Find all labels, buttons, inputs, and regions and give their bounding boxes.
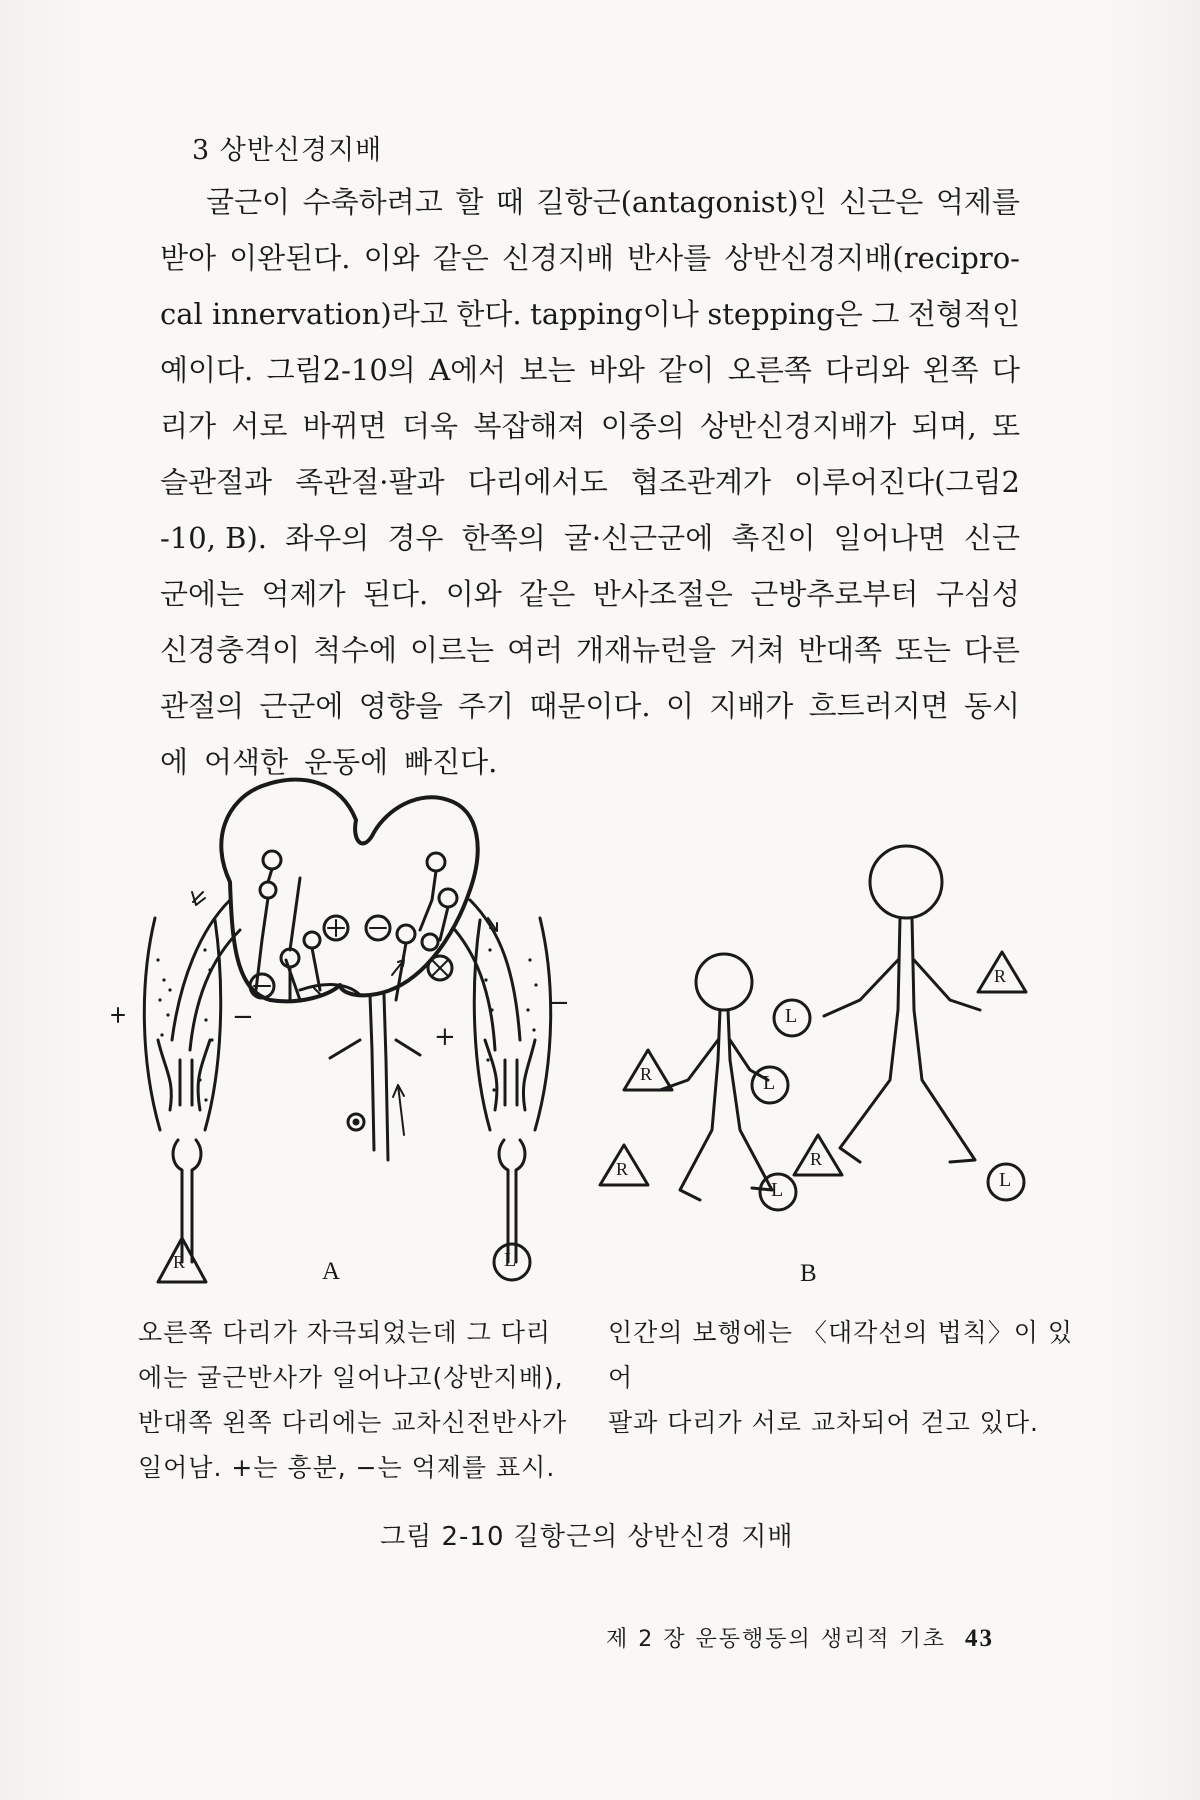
text-word: 신경지배 bbox=[501, 241, 614, 275]
text-word: A에서 bbox=[429, 353, 507, 387]
text-word: 다른 bbox=[963, 633, 1020, 667]
text-word: 때문이다. bbox=[529, 689, 651, 723]
left-label: L bbox=[771, 1179, 784, 1201]
text-word: 경우 bbox=[387, 521, 444, 555]
text-word: 구심성 bbox=[935, 577, 1020, 611]
text-word: stepping은 bbox=[707, 297, 863, 331]
text-word: 빠진다. bbox=[404, 745, 498, 779]
text-word: 주기 bbox=[458, 689, 515, 723]
text-word: 신근은 bbox=[839, 185, 924, 219]
text-word: 이루어진다(그림2 bbox=[794, 465, 1020, 499]
text-word: 복잡해져 bbox=[473, 409, 586, 443]
caption-b: 인간의 보행에는 〈대각선의 법칙〉이 있어 팔과 다리가 서로 교차되어 걷고 있다. bbox=[608, 1318, 1074, 1437]
body-paragraph bbox=[160, 174, 1020, 790]
text-word: 전형적인 bbox=[907, 297, 1020, 331]
text-word: 서로 bbox=[231, 409, 288, 443]
text-word: 반사조절은 bbox=[592, 577, 733, 611]
text-word: 흐트러지면 bbox=[808, 689, 949, 723]
text-word: 억제를 bbox=[935, 185, 1020, 219]
text-word: 되며, bbox=[911, 409, 977, 443]
text-word: 여러 bbox=[506, 633, 564, 667]
text-word: tapping이나 bbox=[530, 297, 699, 331]
page-footer bbox=[606, 1622, 994, 1653]
text-word: 리가 bbox=[160, 409, 217, 443]
right-label: R bbox=[810, 1149, 823, 1169]
text-line bbox=[160, 454, 1020, 510]
text-word: 같은 bbox=[432, 241, 489, 275]
text-line bbox=[160, 398, 1020, 454]
text-word: 척수에 bbox=[313, 633, 398, 667]
text-word: 군에는 bbox=[160, 577, 245, 611]
text-word: 굴근이 bbox=[206, 185, 291, 219]
text-line bbox=[160, 566, 1020, 622]
left-label: L bbox=[999, 1169, 1012, 1191]
right-label: R bbox=[994, 966, 1007, 986]
text-word: 거쳐 bbox=[728, 633, 785, 667]
left-label: L bbox=[763, 1072, 776, 1094]
text-word: 신근 bbox=[963, 521, 1020, 555]
spinal-cord-outline bbox=[221, 780, 477, 1002]
minus-sign: − bbox=[548, 988, 570, 1018]
section-title: 3 상반신경지배 bbox=[192, 135, 383, 166]
text-line bbox=[160, 678, 1020, 734]
text-word: 또 bbox=[991, 409, 1020, 443]
text-word: 지배가 bbox=[709, 689, 794, 723]
text-line bbox=[160, 342, 1020, 398]
text-word: 이르는 bbox=[410, 633, 495, 667]
text-word: 에 bbox=[160, 745, 189, 779]
text-word: 예이다. bbox=[160, 353, 254, 387]
chapter-title: 제 2 장 운동행동의 생리적 기초 bbox=[606, 1627, 946, 1652]
adult-head bbox=[870, 846, 942, 918]
text-word: 이완된다. bbox=[229, 241, 351, 275]
text-word: 이 bbox=[665, 689, 694, 723]
text-word: 이중의 bbox=[600, 409, 685, 443]
text-word: 그림2-10의 bbox=[266, 353, 416, 387]
text-word: 길항근(antagonist)인 bbox=[536, 185, 827, 219]
text-word: 촉진이 bbox=[731, 521, 816, 555]
spinal-cord-diagram bbox=[112, 780, 551, 1282]
text-word: 관절의 bbox=[160, 689, 245, 723]
text-word: 다리에서도 bbox=[467, 465, 608, 499]
text-word: 어색한 bbox=[204, 745, 289, 779]
text-word: 같이 bbox=[658, 353, 715, 387]
right-label: R bbox=[640, 1064, 653, 1084]
text-word: 좌우의 bbox=[285, 521, 370, 555]
text-word: 바와 bbox=[588, 353, 645, 387]
text-word: 굴·신근군에 bbox=[563, 521, 714, 555]
text-word: 할 bbox=[455, 185, 484, 219]
text-word: 또는 bbox=[894, 633, 951, 667]
text-word: 슬관절과 bbox=[160, 465, 273, 499]
text-word: 수축하려고 bbox=[302, 185, 443, 219]
text-line bbox=[160, 622, 1020, 678]
text-word: 상반신경지배가 bbox=[700, 409, 897, 443]
left-label: L bbox=[504, 1249, 517, 1271]
caption-a: 오른쪽 다리가 자극되었는데 그 다리 에는 굴근반사가 일어나고(상반지배), 반대쪽 왼쪽 다리에는 교차신전반사가 일어남. +는 흥분, −는 억제를 표시. bbox=[138, 1318, 568, 1482]
text-line bbox=[160, 174, 1020, 230]
text-word: 협조관계가 bbox=[630, 465, 771, 499]
text-word: 받아 bbox=[160, 241, 217, 275]
text-word: 보는 bbox=[519, 353, 576, 387]
child-head bbox=[696, 954, 752, 1010]
panel-a-label: A bbox=[322, 1258, 341, 1285]
text-line bbox=[160, 510, 1020, 566]
text-word: 개재뉴런을 bbox=[575, 633, 717, 667]
text-word: 바뀌면 bbox=[302, 409, 387, 443]
minus-sign: − bbox=[232, 1002, 254, 1032]
text-word: 상반신경지배(recipro- bbox=[724, 241, 1020, 275]
right-label: R bbox=[616, 1159, 629, 1179]
text-word: 된다. bbox=[363, 577, 429, 611]
text-word: 한다. bbox=[456, 297, 522, 331]
plus-sign: + bbox=[434, 1022, 456, 1052]
text-word: 동시 bbox=[963, 689, 1020, 723]
text-word: 다리와 bbox=[825, 353, 910, 387]
text-word: 근방추로부터 bbox=[750, 577, 919, 611]
text-word: 족관절·팔과 bbox=[295, 465, 445, 499]
text-word: 억제가 bbox=[261, 577, 346, 611]
text-word: 운동에 bbox=[304, 745, 389, 779]
text-line bbox=[160, 230, 1020, 286]
text-word: 더욱 bbox=[402, 409, 459, 443]
text-word: -10, B). bbox=[160, 521, 267, 555]
text-word: 같은 bbox=[519, 577, 576, 611]
text-line bbox=[160, 286, 1020, 342]
text-word: 일어나면 bbox=[833, 521, 946, 555]
figure-title: 그림 2-10 길항근의 상반신경 지배 bbox=[380, 1522, 794, 1552]
panel-b-label: B bbox=[800, 1260, 817, 1287]
left-label: L bbox=[785, 1005, 798, 1027]
text-word: 근군에 bbox=[259, 689, 344, 723]
text-word: 왼쪽 bbox=[922, 353, 979, 387]
text-word: 한쪽의 bbox=[461, 521, 546, 555]
text-line bbox=[160, 734, 1020, 790]
text-word: 영향을 bbox=[358, 689, 443, 723]
text-word: 때 bbox=[495, 185, 524, 219]
text-word: 다 bbox=[991, 353, 1020, 387]
text-word: 신경충격이 bbox=[160, 633, 301, 667]
text-word: 이와 bbox=[363, 241, 420, 275]
text-word: 이와 bbox=[445, 577, 502, 611]
text-word: cal innervation)라고 bbox=[160, 297, 448, 331]
neuron-cell bbox=[263, 851, 281, 869]
page-number: 43 bbox=[965, 1625, 994, 1652]
text-word: 반대쪽 bbox=[797, 633, 882, 667]
text-word: 오른쪽 bbox=[727, 353, 812, 387]
text-word: 그 bbox=[871, 297, 900, 331]
right-label: R bbox=[173, 1252, 186, 1272]
text-word: 반사를 bbox=[627, 241, 712, 275]
